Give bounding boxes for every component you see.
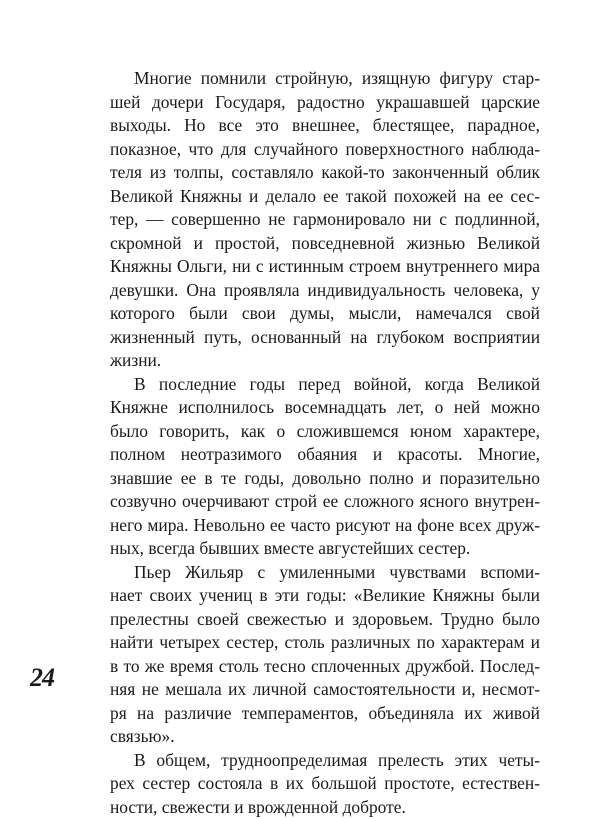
text-line: нает своих учениц в эти годы: «Великие Княжны были: [110, 584, 540, 608]
text-line: В последние годы перед войной, когда Великой: [110, 373, 540, 397]
text-line: него мира. Невольно ее часто рисуют на фоне всех друж-: [110, 514, 540, 538]
text-line: созвучно очерчивают строй ее сложного ясного внутрен-: [110, 490, 540, 514]
text-line: теля из толпы, составляло какой-то законченный облик: [110, 161, 540, 185]
text-line: жизненный путь, основанный на глубоком восприятии: [110, 326, 540, 350]
text-line: Пьер Жильяр с умиленными чувствами вспоми-: [110, 561, 540, 585]
text-line: ря на различие темпераментов, объединяла их живой: [110, 702, 540, 726]
text-line: выходы. Но все это внешнее, блестящее, парадное,: [110, 114, 540, 138]
text-line: ных, всегда бывших вместе августейших сестер.: [110, 537, 540, 561]
text-line: Княжне исполнилось восемнадцать лет, о ней можно: [110, 396, 540, 420]
text-line: Великой Княжны и делало ее такой похожей на ее сес-: [110, 185, 540, 209]
text-line: полном неотразимого обаяния и красоты. Многие,: [110, 443, 540, 467]
paragraph-2: [110, 373, 540, 561]
text-line: найти четырех сестер, столь различных по характерам и: [110, 631, 540, 655]
text-line: рех сестер состояла в их большой простоте, естествен-: [110, 772, 540, 796]
text-line: ности, свежести и врожденной доброте.: [110, 796, 540, 819]
text-line: няя не мешала их личной самостоятельности и, несмот-: [110, 678, 540, 702]
text-line: которого были свои думы, мысли, намечался свой: [110, 302, 540, 326]
text-line: было говорить, как о сложившемся юном характере,: [110, 420, 540, 444]
page-number: 24: [30, 663, 54, 693]
text-line: девушки. Она проявляла индивидуальность человека, у: [110, 279, 540, 303]
text-line: связью».: [110, 725, 540, 749]
text-line: Многие помнили стройную, изящную фигуру стар-: [110, 67, 540, 91]
text-line: шей дочери Государя, радостно украшавшей царские: [110, 91, 540, 115]
text-line: В общем, трудноопределимая прелесть этих четы-: [110, 749, 540, 773]
paragraph-1: [110, 67, 540, 373]
paragraph-3: [110, 561, 540, 749]
text-line: Княжны Ольги, ни с истинным строем внутреннего мира: [110, 255, 540, 279]
text-line: в то же время столь тесно сплоченных дружбой. Послед-: [110, 655, 540, 679]
text-line: тер, — совершенно не гармонировало ни с подлинной,: [110, 208, 540, 232]
text-line: показное, что для случайного поверхностного наблюда-: [110, 138, 540, 162]
text-line: жизни.: [110, 349, 540, 373]
paragraph-4: [110, 749, 540, 819]
text-line: скромной и простой, повседневной жизнью Великой: [110, 232, 540, 256]
text-line: прелестны своей свежестью и здоровьем. Трудно было: [110, 608, 540, 632]
body-text: [110, 67, 540, 819]
text-line: знавшие ее в те годы, довольно полно и поразительно: [110, 467, 540, 491]
